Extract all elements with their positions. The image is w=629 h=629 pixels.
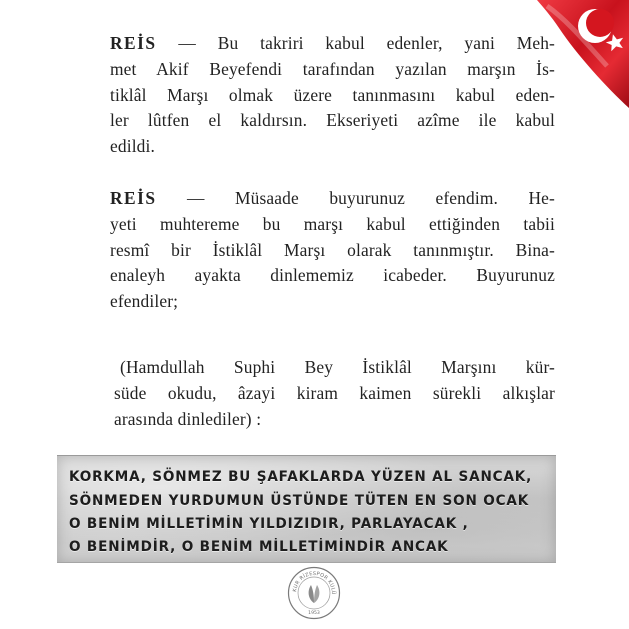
text-line: efendiler;: [110, 291, 179, 312]
speaker-label: REİS: [110, 188, 157, 208]
engraved-anthem-plaque: [57, 455, 556, 563]
text-line: REİS — Bu takriri kabul edenler, yani Meh-: [110, 33, 555, 53]
svg-text:ÇAYKUR RİZESPOR KULÜBÜ: KUR RİZESPOR KULÜ: [291, 570, 337, 595]
paragraph-stage-note: [114, 355, 555, 432]
text-line: süde okudu, âzayi kiram kaimen sürekli alkışlar: [114, 382, 555, 403]
paragraph-speaker-reis-2: [110, 186, 555, 315]
text-line: REİS — Müsaade buyurunuz efendim. He-: [110, 188, 555, 208]
speaker-label: REİS: [110, 33, 157, 53]
text-line: arasında dinlediler) :: [114, 408, 262, 429]
text-line: yeti muhtereme bu marşı kabul ettiğinden tabii: [110, 213, 555, 234]
plaque-line: O BENİM MİLLETİMİN YILDIZIDIR, PARLAYACAK ,: [69, 515, 469, 532]
club-emblem-logo: [287, 566, 341, 620]
plaque-line: O BENİMDİR, O BENİM MİLLETİMİNDİR ANCAK: [69, 538, 449, 555]
text-line: (Hamdullah Suphi Bey İstiklâl Marşını kür-: [120, 357, 555, 377]
text-line: met Akif Beyefendi tarafından yazılan marşın İs-: [110, 58, 555, 79]
text-line: enaleyh ayakta dinlememiz icabeder. Buyurunuz: [110, 265, 555, 286]
paragraph-speaker-reis-1: [110, 31, 555, 160]
text-line: tiklâl Marşı olmak üzere tanınmasını kabul eden-: [110, 84, 555, 105]
plaque-line: KORKMA, SÖNMEZ BU ŞAFAKLARDA YÜZEN AL SANCAK,: [69, 468, 533, 485]
text-line: ler lûtfen el kaldırsın. Ekseriyeti azîme ile kabul: [110, 110, 555, 131]
emblem-year: 1953: [308, 611, 320, 616]
text-line: resmî bir İstiklâl Marşı olarak tanınmıştır. Bina-: [110, 239, 555, 260]
plaque-line: SÖNMEDEN YURDUMUN ÜSTÜNDE TÜTEN EN SON OCAK: [69, 492, 530, 509]
text-line: edildi.: [110, 136, 156, 157]
